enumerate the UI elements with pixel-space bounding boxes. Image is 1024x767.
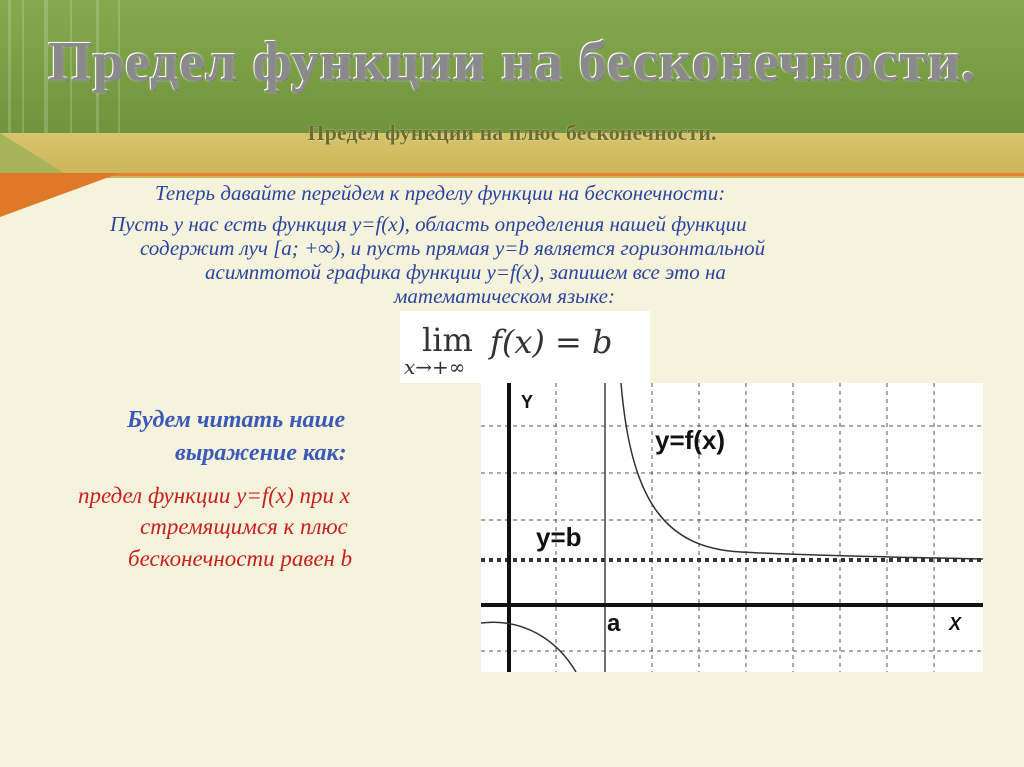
curve-label: y=f(x) [655, 425, 726, 455]
slide-title: Предел функции на бесконечности. [48, 31, 976, 93]
orange-divider [0, 173, 1024, 176]
paragraph-line-4: математическом языке: [394, 284, 615, 308]
paragraph-line-2: содержит луч [a; +∞), и пусть прямая y=b является горизонтальной [140, 236, 766, 260]
reading-line-1: Будем читать наше [127, 407, 346, 433]
reading-line-2: выражение как: [175, 440, 347, 466]
asymptote-label: y=b [536, 522, 582, 552]
limit-formula [400, 311, 650, 383]
function-curve-left [481, 622, 576, 672]
graph-svg [481, 383, 983, 672]
definition-line-2: стремящимся к плюс [140, 514, 348, 539]
formula-expression: f(x) = b [490, 323, 613, 361]
definition-line-3: бесконечности равен b [128, 546, 353, 571]
paragraph-line-3: асимптотой графика функции y=f(x), запишем все это на [205, 260, 726, 284]
formula-lim: lim [422, 321, 473, 359]
function-graph [481, 383, 983, 672]
y-axis-label: Y [521, 392, 534, 412]
x-axis-label: X [949, 614, 962, 634]
a-label: a [607, 610, 621, 637]
function-curve [621, 383, 983, 559]
formula-subscript: x→+∞ [404, 355, 466, 379]
intro-text: Теперь давайте перейдем к пределу функции на бесконечности: [155, 181, 726, 205]
definition-line-1: предел функции y=f(x) при x [78, 483, 351, 508]
orange-wedge [0, 173, 120, 217]
paragraph-line-1: Пусть у нас есть функция y=f(x), область определения нашей функции [110, 212, 747, 236]
slide-subtitle: Предел функции на плюс бесконечности. [307, 120, 717, 145]
